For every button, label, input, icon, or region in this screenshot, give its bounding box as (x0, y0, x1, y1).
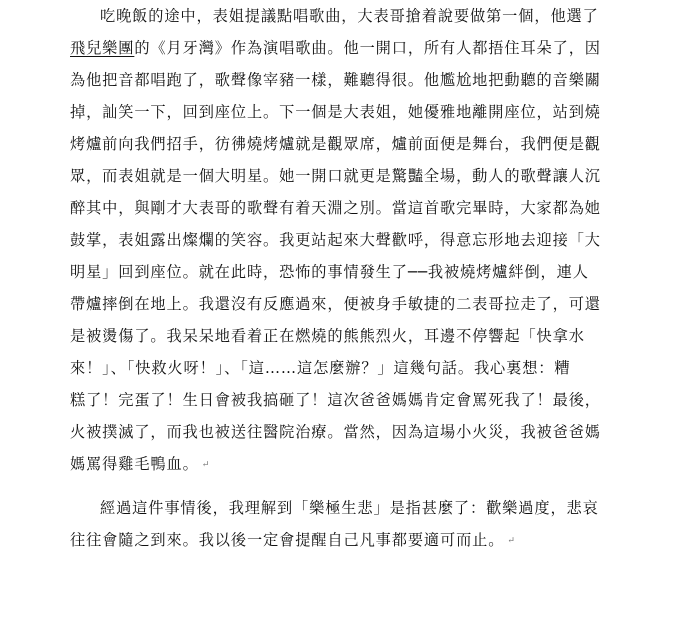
text-line (70, 352, 630, 384)
text-line (70, 224, 630, 256)
text-segment: 帶爐摔倒在地上。我還沒有反應過來，便被身手敏捷的二表哥拉走了，可還 (70, 295, 601, 313)
text-line (70, 192, 630, 224)
text-segment: 明星」回到座位。就在此時，恐怖的事情發生了──我被燒烤爐絆倒，連人 (70, 263, 589, 281)
document-page (70, 0, 630, 556)
text-segment: 為他把音都唱跑了，歌聲像宰豬一樣，難聽得很。他尷尬地把動聽的音樂關 (70, 71, 601, 89)
text-line (70, 448, 630, 480)
text-line (70, 384, 630, 416)
text-segment: 烤爐前向我們招手，彷彿燒烤爐就是觀眾席，爐前面便是舞台，我們便是觀 (70, 135, 601, 153)
text-line (70, 492, 630, 524)
text-segment: 醉其中，與剛才大表哥的歌聲有着天淵之別。當這首歌完畢時，大家都為她 (70, 199, 601, 217)
text-line (70, 288, 630, 320)
text-segment: 糕了！完蛋了！生日會被我搞砸了！這次爸爸媽媽肯定會罵死我了！最後， (70, 391, 601, 409)
paragraph (70, 492, 630, 556)
text-segment: 來！」、「快救火呀！」、「這……這怎麼辦？」這幾句話。我心裏想：糟 (70, 359, 571, 377)
text-segment: 經過這件事情後，我理解到「樂極生悲」是指甚麼了：歡樂過度，悲哀 (100, 499, 599, 517)
text-segment: 掉，訕笑一下，回到座位上。下一個是大表姐，她優雅地離開座位，站到燒 (70, 103, 601, 121)
text-line (70, 256, 630, 288)
document-body (70, 0, 630, 556)
text-line (70, 320, 630, 352)
text-line (70, 0, 630, 32)
text-line (70, 32, 630, 64)
text-line (70, 416, 630, 448)
text-segment: 的《月牙灣》作為演唱歌曲。他一開口，所有人都捂住耳朵了，因 (134, 39, 601, 57)
paragraph (70, 0, 630, 480)
paragraph-mark-icon: ↵ (507, 536, 516, 546)
underlined-text: 飛兒樂團 (70, 39, 135, 57)
text-line (70, 160, 630, 192)
text-segment: 吃晚飯的途中，表姐提議點唱歌曲，大表哥搶着說要做第一個，他選了 (100, 7, 599, 25)
text-line (70, 96, 630, 128)
paragraph-spacing (70, 480, 630, 492)
paragraph-mark-icon: ↵ (201, 460, 211, 470)
text-segment: 鼓掌，表姐露出燦爛的笑容。我更站起來大聲歡呼，得意忘形地去迎接「大 (70, 231, 601, 249)
text-line (70, 64, 630, 96)
text-line (70, 524, 630, 556)
text-segment: 是被燙傷了。我呆呆地看着正在燃燒的熊熊烈火，耳邊不停響起「快拿水 (70, 327, 585, 345)
text-segment: 眾，而表姐就是一個大明星。她一開口就更是驚豔全場，動人的歌聲讓人沉 (70, 167, 601, 185)
text-segment: 媽罵得雞毛鴨血。 (70, 455, 199, 473)
text-line (70, 128, 630, 160)
text-segment: 火被撲滅了，而我也被送往醫院治療。當然，因為這場小火災，我被爸爸媽 (70, 423, 601, 441)
text-segment: 往往會隨之到來。我以後一定會提醒自己凡事都要適可而止。 (70, 531, 505, 549)
